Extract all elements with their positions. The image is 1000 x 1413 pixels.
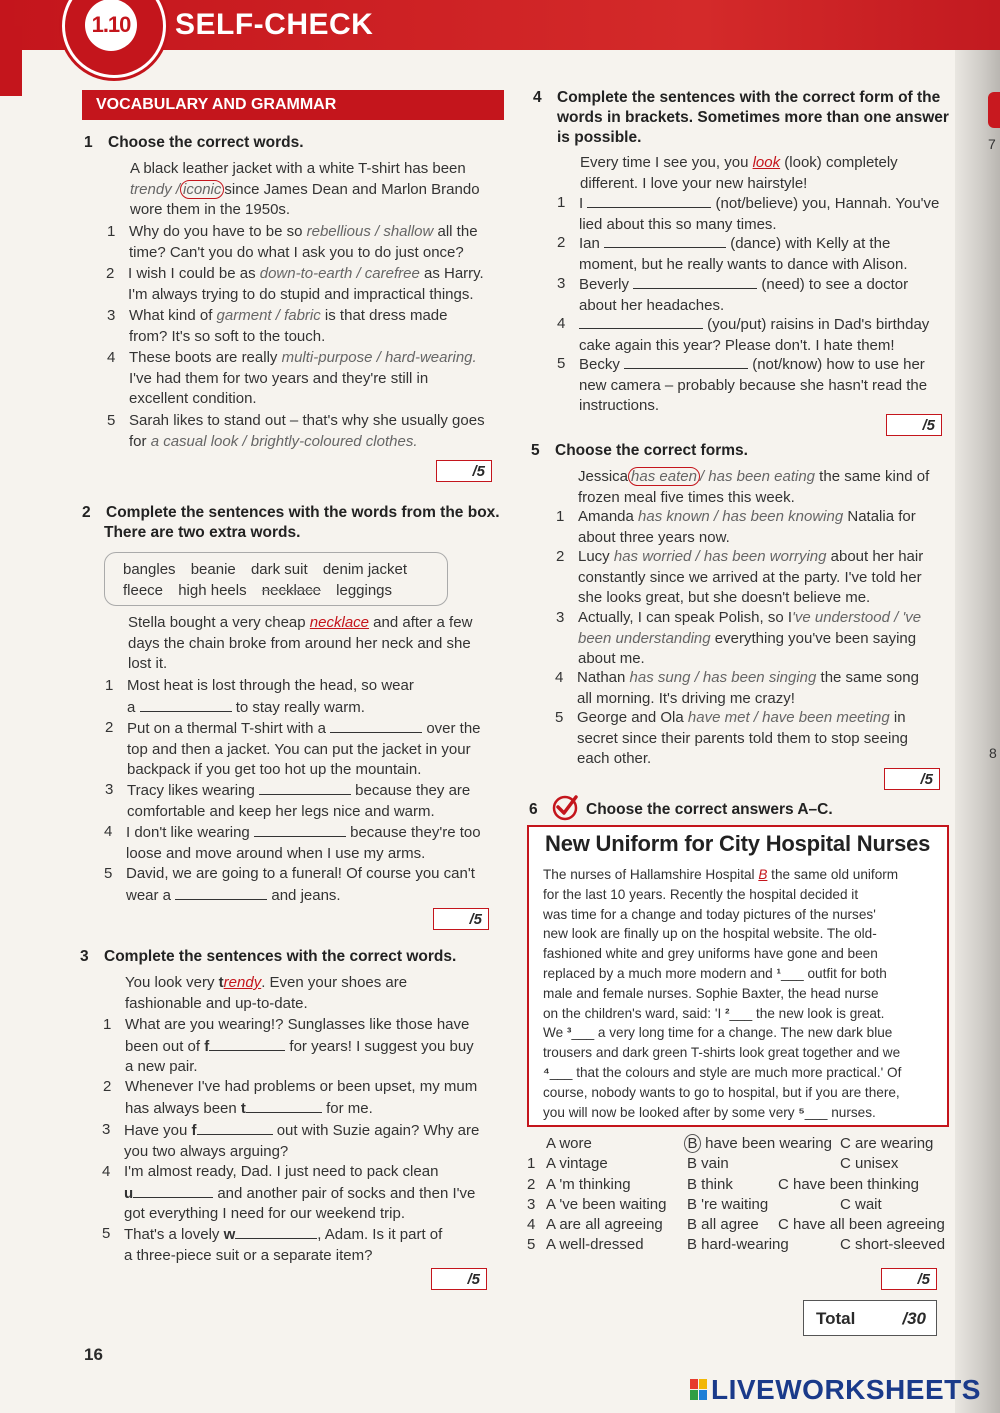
ex2-blank-2[interactable] [330, 718, 422, 733]
header-left-strip-2 [14, 26, 22, 96]
article-line: course, nobody wants to go to hospital, but if you are there, [543, 1084, 900, 1100]
ex3-item-2[interactable]: 2 Whenever I've had problems or been upset, my mum has always been t for me. [103, 1078, 478, 1117]
ex3-score-box[interactable]: /5 [431, 1268, 487, 1290]
liveworksheets-watermark: LIVEWORKSHEETS [690, 1374, 981, 1406]
ex3-blank-2[interactable] [246, 1098, 322, 1113]
ex1-item-2[interactable]: 2 I wish I could be as down-to-earth / carefree as Harry. I'm always trying to do stupid and impractical things. [106, 265, 484, 303]
ex4-example: Every time I see you, you look (look) completely different. I love your new hairstyle! [580, 154, 898, 192]
ex6-option-row-example[interactable]: A wore B have been wearing C are wearing [546, 1135, 934, 1152]
article-line: you will now be looked after by some very ⁵___ nurses. [543, 1104, 876, 1120]
ex4-score-box[interactable]: /5 [886, 414, 942, 436]
ex6-score-box[interactable]: /5 [881, 1268, 937, 1290]
ex6-option-row-1[interactable]: 1 A vintage B vain C unisex [527, 1155, 899, 1172]
ex2-word-box [104, 552, 448, 606]
ex6-example-circled-b: B [684, 1134, 701, 1153]
page-number: 16 [84, 1345, 103, 1364]
ex1-item-5[interactable]: 5 Sarah likes to stand out – that's why she usually goes for a casual look / brightly-coloured clothes. [107, 412, 485, 450]
article-line: on the children's ward, said: 'I ²___ the new look is great. [543, 1005, 885, 1021]
ex4-blank-5[interactable] [624, 354, 748, 369]
article-text [543, 865, 935, 1122]
ex5-example: Jessica has eaten / has been eating the same kind of frozen meal five times this week. [578, 468, 930, 506]
ex2-item-2[interactable]: 2 Put on a thermal T-shirt with a over the top and then a jacket. You can put the jacket in your backpack if you get too hot up the mountain. [105, 719, 481, 779]
article-line: We ³___ a very long time for a change. The new dark blue [543, 1025, 893, 1041]
ex2-item-4[interactable]: 4 I don't like wearing because they're too loose and move around when I use my arms. [104, 823, 481, 862]
ex6-heading-number: 6 [529, 801, 538, 818]
ex4-blank-1[interactable] [587, 193, 711, 208]
ex5-item-2[interactable]: 2 Lucy has worried / has been worrying about her hair constantly since we arrived at the party. I've told her she looks great, but she doesn't believe me. [556, 548, 924, 607]
ex4-example-answer: look [752, 154, 781, 171]
article-gap-3[interactable]: ___ a very long time for a change. The new dark blue [571, 1025, 893, 1041]
ex5-item-4[interactable]: 4 Nathan has sung / has been singing the same song all morning. It's driving me crazy! [555, 669, 919, 707]
article-gap-1[interactable]: ___ outfit for both [781, 965, 887, 981]
ex4-item-1[interactable]: 1 I (not/believe) you, Hannah. You've lied about this so many times. [557, 194, 940, 233]
ex6-heading: Choose the correct answers A–C. [586, 801, 833, 818]
ex6-option-row-3[interactable]: 3 A 've been waiting B 're waiting C wait [527, 1196, 882, 1213]
ex6-option-row-2[interactable]: 2 A 'm thinking B think C have been thinking [527, 1176, 919, 1193]
ex5-score-box[interactable]: /5 [884, 768, 940, 790]
article-line: fashioned white and grey uniforms have gone and been [543, 946, 878, 962]
ex3-item-5[interactable]: 5 That's a lovely w , Adam. Is it part of a three-piece suit or a separate item? [102, 1225, 443, 1264]
word-bangles: bangles [123, 561, 176, 578]
ex6-option-row-5[interactable]: 5 A well-dressed B hard-wearing C short-sleeved [527, 1236, 946, 1253]
ex1-example-answer-circle: iconic [180, 180, 224, 199]
ex4-blank-2[interactable] [604, 233, 726, 248]
ex3-example-answer: rendy [223, 974, 262, 991]
checkmark-icon [551, 793, 579, 821]
liveworksheets-logo-icon [690, 1379, 708, 1401]
ex3-blank-3[interactable] [197, 1120, 273, 1135]
article-answer-b: B [758, 867, 768, 882]
page-title: SELF-CHECK [175, 8, 374, 41]
ex2-blank-5[interactable] [175, 885, 267, 900]
ex2-item-1[interactable]: 1 Most heat is lost through the head, so wear a to stay really warm. [105, 677, 414, 716]
article-line: was time for a change and today pictures of the nurses' [543, 906, 876, 922]
ex2-blank-3[interactable] [259, 780, 351, 795]
right-page-tab [988, 92, 1000, 128]
ex5-item-3[interactable]: 3 Actually, I can speak Polish, so I've understood / 've been understanding everything you've been saying about me. [556, 609, 922, 668]
ex4-item-3[interactable]: 3 Beverly (need) to see a doctor about her headaches. [557, 275, 909, 314]
ex5-item-1[interactable]: 1 Amanda has known / has been knowing Natalia for about three years now. [556, 508, 916, 546]
article-line: trousers and dark green T-shirts look great together and we [543, 1045, 901, 1061]
article-line: new look are finally up on the hospital website. The old- [543, 926, 877, 942]
ex2-score-box[interactable]: /5 [433, 908, 489, 930]
article-line: male and female nurses. Sophie Baxter, the head nurse [543, 985, 879, 1001]
ex4-item-2[interactable]: 2 Ian (dance) with Kelly at the moment, but he really wants to dance with Alison. [557, 234, 908, 273]
ex5-heading: 5 Choose the correct forms. [531, 442, 748, 459]
word-fleece: fleece [123, 582, 164, 599]
ex3-item-1[interactable]: 1 What are you wearing!? Sunglasses like those have been out of f for years! I suggest you buy a new pair. [103, 1016, 474, 1076]
ex2-heading: 2 Complete the sentences with the words from the box. There are two extra words. [82, 504, 500, 541]
word-dark-suit: dark suit [250, 561, 308, 578]
article-line: for the last 10 years. Recently the hospital decided it [543, 886, 859, 902]
ex4-blank-4[interactable] [579, 314, 703, 329]
article-gap-4[interactable]: ___ that the colours and style are much more practical.' Of [549, 1064, 902, 1080]
side-number-8: 8 [989, 745, 997, 761]
word-high-heels: high heels [178, 582, 247, 599]
article-line: replaced by a much more modern and ¹___ outfit for both [543, 965, 887, 981]
article-line: The nurses of Hallamshire Hospital B the same old uniform [543, 867, 899, 882]
unit-badge [62, 0, 166, 78]
ex5-example-answer-circle: has eaten [628, 467, 700, 486]
side-number-7: 7 [988, 136, 996, 152]
ex1-example: A black leather jacket with a white T-shirt has been trendy / iconic since James Dean and Marlon Brando wore them in the 1950s. [130, 160, 480, 218]
ex2-example-answer: necklace [309, 614, 369, 631]
ex2-blank-1[interactable] [140, 697, 232, 712]
ex3-item-3[interactable]: 3 Have you f out with Suzie again? Why are you two always arguing? [102, 1121, 480, 1160]
word-leggings: leggings [336, 582, 393, 599]
ex4-item-5[interactable]: 5 Becky (not/know) how to use her new camera – probably because she hasn't read the instructions. [557, 355, 928, 415]
ex2-example: Stella bought a very cheap necklace and after a few days the chain broke from around her neck and she lost it. [128, 614, 473, 672]
ex2-item-5[interactable]: 5 David, we are going to a funeral! Of course you can't wear a and jeans. [104, 865, 475, 904]
ex4-heading: 4 Complete the sentences with the correct form of the words in brackets. Sometimes more than one answer is possible. [533, 89, 949, 146]
page-gutter-shade [955, 0, 1000, 1413]
unit-badge-number: 1.10 [85, 0, 137, 51]
ex3-example: You look very trendy. Even your shoes are fashionable and up-to-date. [125, 974, 408, 1012]
article-gap-5[interactable]: ___ nurses. [804, 1104, 876, 1120]
header-left-strip [0, 0, 14, 96]
article-line: ⁴___ that the colours and style are much more practical.' Of [543, 1064, 902, 1080]
ex3-item-4[interactable]: 4 I'm almost ready, Dad. I just need to pack clean u and another pair of socks and then I've got everything I need for our weekend trip. [102, 1163, 476, 1223]
ex3-blank-5[interactable] [235, 1224, 317, 1239]
total-score-box[interactable] [803, 1300, 937, 1336]
article-title: New Uniform for City Hospital Nurses [545, 831, 931, 856]
ex4-item-4[interactable]: 4 (you/put) raisins in Dad's birthday cake again this year? Please don't. I hate them! [557, 315, 930, 354]
ex6-option-row-4[interactable]: 4 A are all agreeing B all agree C have all been agreeing [527, 1216, 945, 1233]
word-necklace: necklace [261, 582, 321, 599]
ex1-item-1[interactable]: 1 Why do you have to be so rebellious / shallow all the time? Can't you do what I ask you to do just once? [107, 223, 478, 261]
ex1-score-box[interactable]: /5 [436, 460, 492, 482]
word-denim-jacket: denim jacket [322, 561, 408, 578]
total-value: /30 [902, 1309, 926, 1328]
ex2-item-3[interactable]: 3 Tracy likes wearing because they are comfortable and keep her legs nice and warm. [105, 781, 471, 820]
ex1-item-4[interactable]: 4 These boots are really multi-purpose / hard-wearing. I've had them for two years and they're still in excellent condition. [107, 349, 477, 408]
word-beanie: beanie [190, 561, 236, 578]
ex3-heading: 3 Complete the sentences with the correct words. [80, 948, 457, 965]
ex4-blank-3[interactable] [633, 274, 757, 289]
article-gap-2[interactable]: ___ the new look is great. [729, 1005, 885, 1021]
ex5-item-5[interactable]: 5 George and Ola have met / have been meeting in secret since their parents told them to stop seeing each other. [555, 709, 909, 768]
ex2-blank-4[interactable] [254, 822, 346, 837]
section-bar: VOCABULARY AND GRAMMAR [82, 90, 504, 120]
ex3-blank-4[interactable] [133, 1183, 213, 1198]
ex1-heading: 1 Choose the correct words. [84, 134, 304, 151]
ex1-item-3[interactable]: 3 What kind of garment / fabric is that dress made from? It's so soft to the touch. [107, 307, 448, 345]
ex3-blank-1[interactable] [209, 1036, 285, 1051]
article-box [527, 825, 949, 1127]
total-label: Total [816, 1309, 856, 1328]
